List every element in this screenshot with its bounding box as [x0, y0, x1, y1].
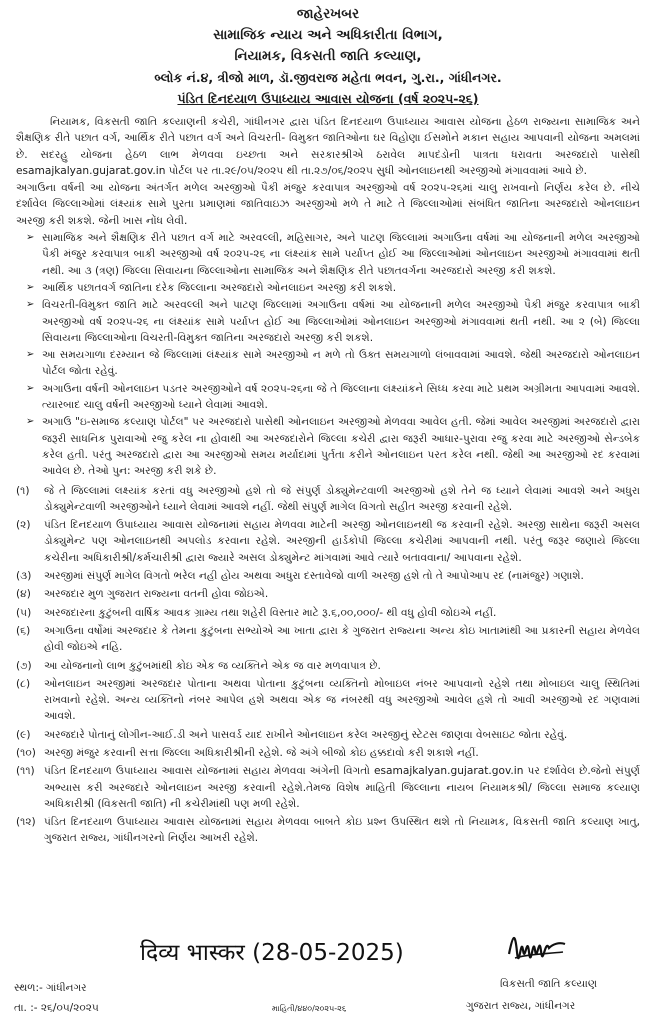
checkmark-bullet-icon: ➢	[26, 299, 35, 311]
scheme-title	[16, 88, 640, 109]
list-item: (૧૧) પંડિત દિનદયાળ ઉપાધ્યાય આવાસ યોજનામાં સહાય મેળવવા અંગેની વિગતો esamajkalyan.gujarat.gov.in પર દર્શાવેલ છે.જેનો સંપુર્ણ અભ્યાસ કરી અરજદારે ઓનલાઇન અરજી કરવાની રહેશે.તેમજ વિશેષ માહિતી જિલ્લાના નાયબ નિયામકશ્રી/ જિલ્લા સમાજ કલ્યાણ અધિકારીશ્રી (વિકસતી જાતિ) ની કચેરીમાંથી પણ મળી રહેશે.	[16, 765, 640, 810]
checkmark-bullet-icon: ➢	[26, 416, 35, 428]
list-item: ➢ અગાઉ "ઇ-સમાજ કલ્યાણ પોર્ટલ" પર અરજદારો પાસેથી ઓનલાઇન અરજીઓ મેળવવા આવેલ હતી. જેમાં આવેલ અરજીમાં અરજદારો દ્વારા જરૂરી સાધનિક પુરાવાઓ રજુ કરેલ ના હોવાથી આ અરજદારોને જિલ્લા કચેરી દ્વારા જરૂરી આધાર-પુરાવા રજુ કરવા માટે અરજીઓ સેન્ડબેક કરેલ હતી. પરંતુ અરજદારો દ્વારા આ અરજીઓ સમય મર્યાદામાં પુર્તતા કરીને ઓનલાઇન પરત કરેલ નથી. જેથી આ અરજીઓ રદ કરવામાં આવેલ છે. તેઓ પુન: અરજી કરી શકે છે.	[26, 416, 640, 478]
list-item: (૨) પંડિત દિનદયાળ ઉપાધ્યાય આવાસ યોજનામાં સહાય મેળવવા માટેની અરજી ઓનલાઇનથી જ કરવાની રહેશે. અરજી સાથેના જરૂરી અસલ ડોક્યુમેન્ટ પણ ઓનલાઇનથી અપલોડ કરવાના રહેશે. અરજીની હાર્ડકોપી જિલ્લા કચેરીમાં આપવાની નથી. પરંતુ જરૂર જણાયે જિલ્લા કચેરીના અધિકારીશ્રી/કર્મચારીશ્રી દ્વારા જ્યારે અસલ ડોક્યુમેન્ટ માંગવામાં આવે ત્યારે બતાવવાના/ આપવાના રહેશે.	[16, 519, 640, 564]
directorate-name: નિયામક, વિકસતી જાતિ કલ્યાણ,	[234, 48, 422, 64]
checkmark-bullet-icon: ➢	[26, 382, 35, 394]
list-item: (૬) અગાઉના વર્ષોમાં અરજદાર કે તેમના કુટુંબના સભ્યોએ આ ખાતા દ્વારા કે ગુજરાત રાજ્યના અન્ય કોઇ ખાતામાંથી આ પ્રકારની સહાય મેળવેલ હોવી જોઇએ નહિ.	[16, 624, 640, 654]
list-item: (૧૦) અરજી મંજુર કરવાની સત્તા જિલ્લા અધિકારીશ્રીની રહેશે. જે અંગે બીજો કોઇ હક્કદાવો કરી શકાશે નહીં.	[16, 746, 479, 759]
list-item: ➢ આ સમયગાળા દરમ્યાન જે જિલ્લામાં લંક્ષ્યાંક સામે અરજીઓ ન મળે તો ઉક્ત સમયગાળો લંબાવવામાં આવશે. જેથી અરજદારો ઓનલાઇન પોર્ટલ જોતા રહેવું.	[26, 349, 640, 378]
department-name: સામાજિક ન્યાય અને અધિકારીતા વિભાગ,	[213, 27, 443, 43]
signatory-title: વિકસતી જાતિ કલ્યાણ	[500, 978, 597, 990]
advertisement-label: જાહેરખબર	[296, 6, 360, 22]
list-item: ➢ આર્થિક પછાતવર્ગ જાતિના દરેક જિલ્લાના અરજદારો ઓનલાઇન અરજી કરી શકશે.	[26, 280, 640, 296]
list-item: (૮) ઓનલાઇન અરજીમાં અરજદાર પોતાના અથવા પોતાના કુટુંબના વ્યક્તિનો મોબાઇલ નંબર આપવાનો રહેશે તથા મોબાઇલ ચાલુ સ્થિતિમાં રાખવાનો રહેશે. અન્ય વ્યક્તિનો નંબર આપેલ હશે અથવા એક જ નંબરથી વધુ અરજીઓ આવેલ હશે તો આવી અરજીઓ રદ ગણવામાં આવશે.	[16, 677, 640, 723]
signatory-place: ગુજરાત રાજ્ય, ગાંધીનગર	[466, 1000, 576, 1012]
lead-paragraph: અગાઉના વર્ષની આ યોજના અંતર્ગત મળેલ અરજીઓ પૈકી મંજુર કરવાપાત્ર અરજીઓ વર્ષ ૨૦૨૫-૨૬માં ચાલુ રાખવાનો નિર્ણય કરેલ છે. નીચે દર્શાવેલ જિલ્લાઓમાં લંક્ષ્યાંક સામે પુરતા પ્રમાણમાં જાતિવાઇઝ અરજીઓ મળે તે માટે તે જિલ્લાઓમાં સંબંધિત જાતિના અરજદારો ઓનલાઇન અરજી કરી શકશે. જેની ખાસ નોંધ લેવી.	[16, 182, 640, 227]
list-item: (૩) અરજીમાં સંપુર્ણ માગેલ વિગતો ભરેલ નહી હોય અથવા અધુરા દસ્તાવેજો વાળી અરજી હશે તો તે આપોઆપ રદ (નામંજુર) ગણાશે.	[16, 570, 584, 583]
conditions-list	[16, 483, 640, 847]
list-item: ➢ અગાઉના વર્ષની ઓનલાઇન પડતર અરજીઓને વર્ષ ૨૦૨૫-૨૬ના જે તે જિલ્લાના લંક્ષ્યાંકને સિધ્ધ કરવા માટે પ્રથમ અગ્રીમતા આપવામાં આવશે. ત્યારબાદ ચાલુ વર્ષની અરજીઓ ધ્યાને લેવામાં આવશે.	[26, 382, 640, 412]
checkmark-bullet-icon: ➢	[26, 281, 35, 293]
intro-paragraph: નિયામક, વિકસતી જાતિ કલ્યાણની કચેરી, ગાંધીનગર દ્વારા પંડિત દિનદયાળ ઉપાધ્યાય આવાસ યોજના હેઠળ રાજ્યના સામાજિક અને શૈક્ષણિક રીતે પછાત વર્ગ, આર્થિક રીતે પછાત વર્ગ અને વિચરતી- વિમુક્ત જાતિઓના ઘર વિહોણા ઈસમોને મકાન સહાય આપવાની યોજના અમલમાં છે. સદરહુ યોજના હેઠળ લાભ મેળવવા ઇચ્છતા અને સરકારશ્રીએ ઠરાવેલ માપદંડોની પાત્રતા ધરાવતા અરજદારો પાસેથી esamajkalyan.gujarat.gov.in પોર્ટલ પર તા.૨૯/૦૫/૨૦૨૫ થી તા.૨૭/૦૬/૨૦૨૫ સુધી ઓનલાઇનથી અરજીઓ મંગાવવામાં આવે છે.	[16, 116, 640, 177]
info-reference: માહિતી/૪૪૦/૨૦૨૫-૨૬	[272, 1004, 347, 1013]
newspaper-source-stamp: दिव्य भास्कर (28-05-2025)	[140, 940, 404, 966]
checkmark-bullet-icon: ➢	[26, 232, 35, 244]
signature-image	[505, 924, 569, 968]
list-item: (૪) અરજદાર મુળ ગુજરાત રાજ્યના વતની હોવા જોઇએ.	[16, 588, 269, 601]
list-item: ➢ સામાજિક અને શૈક્ષણિક રીતે પછાત વર્ગ માટે અરવલ્લી, મહિસાગર, અને પાટણ જિલ્લામાં અગાઉના વર્ષમાં આ યોજનાની મળેલ અરજીઓ પૈકી મંજુર કરવાપાત્ર બાકી અરજીઓ વર્ષ ૨૦૨૫-૨૬ ના લંક્ષ્યાંક સામે પર્યાપ્ત હોઈ આ જિલ્લાઓમાં ઓનલાઇન અરજીઓ મંગાવવામાં થતી નથી. આ ૩ (ત્રણ) જિલ્લા સિવાયના જિલ્લાઓના સામાજિક અને શૈક્ષણિક રીતે પછાતવર્ગના અરજદારો અરજી કરી શકશે.	[26, 232, 640, 277]
place-text: સ્થળ:- ગાંધીનગર	[14, 982, 87, 994]
list-item: (૭) આ યોજનાનો લાભ કુટુંબમાંથી કોઇ એક જ વ્યક્તિને એક જ વાર મળવાપાત્ર છે.	[16, 659, 381, 672]
list-item: (૯) અરજદારે પોતાનું લોગીન-આઈ.ડી અને પાસવર્ડ યાદ રાખીને ઓનલાઇન કરેલ અરજીનું સ્ટેટસ જાણવા વેબસાઇટ જોતા રહેવું.	[16, 728, 568, 741]
list-item: (૧) જે તે જિલ્લામાં લક્ષ્યાંક કરતાં વધુ અરજીઓ હશે તો જે સંપુર્ણ ડોક્યુમેન્ટવાળી અરજીઓ હશે તેને જ ધ્યાને લેવામાં આવશે અને અધુરા ડોક્યુમેન્ટવાળી અરજીઓને ધ્યાને લેવામાં આવશે નહીં. જેથી સંપુર્ણ માગેલ વિગતો સહીત અરજી કરવાની રહેશે.	[16, 484, 640, 513]
scheme-title-text: પંડિત દિનદયાળ ઉપાધ્યાય આવાસ યોજના (વર્ષ ૨૦૨૫-૨૬)	[177, 91, 479, 106]
date-text: તા. :- ૨૬/૦૫/૨૦૨૫	[14, 1002, 99, 1014]
list-item: (૫) અરજદારના કુટુંબની વાર્ષિક આવક ગ્રામ્ય તથા શહેરી વિસ્તાર માટે રૂ.૬,૦૦,૦૦૦/- થી વધુ હોવી જોઇએ નહીં.	[16, 606, 497, 619]
bullet-list	[16, 230, 640, 479]
list-item: (૧૨) પંડિત દિનદયાળ ઉપાધ્યાય આવાસ યોજનામાં સહાય મેળવવા બાબતે કોઇ પ્રશ્ન ઉપસ્થિત થશે તો નિયામક, વિકસતી જાતિ કલ્યાણ ખાતુ, ગુજરાત રાજ્ય, ગાંધીનગરનો નિર્ણય આખરી રહેશે.	[16, 816, 640, 845]
checkmark-bullet-icon: ➢	[26, 349, 35, 361]
office-address: બ્લોક નં.૪, ત્રીજો માળ, ડૉ.જીવરાજ મહેતા ભવન, ગુ.રા., ગાંધીનગર.	[154, 70, 502, 85]
list-item: ➢ વિચરતી-વિમુક્ત જાતિ માટે અરવલ્લી અને પાટણ જિલ્લામાં અગાઉના વર્ષમાં આ યોજનાની મળેલ અરજીઓ પૈકી મંજુર કરવાપાત્ર બાકી અરજીઓ વર્ષ ૨૦૨૫-૨૬ ના લંક્ષ્યાંક સામે પર્યાપ્ત હોઈ આ જિલ્લાઓમાં ઓનલાઇન અરજીઓ મંગાવવામાં થતી નથી. આ ૨ (બે) જિલ્લા સિવાયના જિલ્લાઓના વિચરતી-વિમુક્ત જાતિના અરજદારો અરજી કરી શકશે.	[26, 299, 640, 344]
